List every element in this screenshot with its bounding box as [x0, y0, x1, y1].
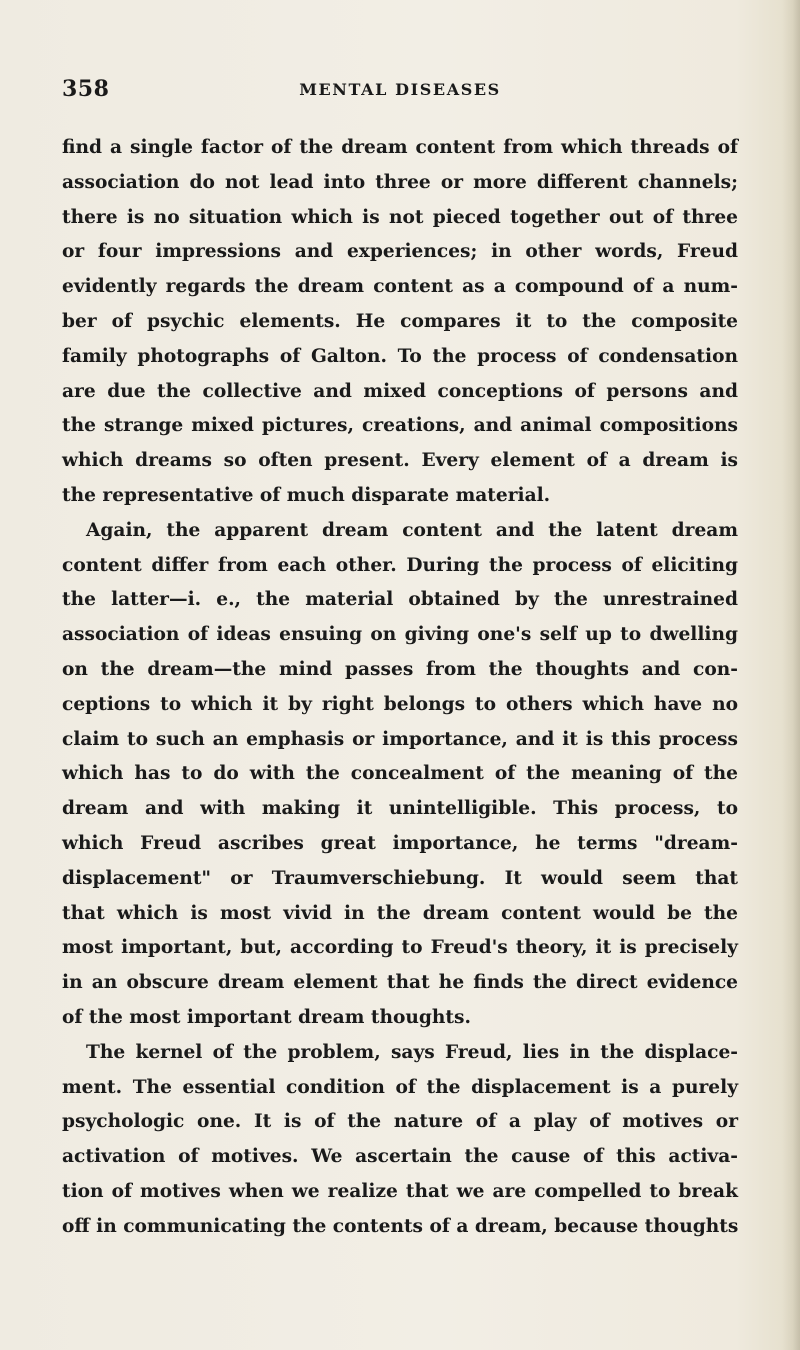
page-number: 358: [62, 76, 110, 102]
body-text: [62, 131, 738, 1245]
text-line: most important, but, according to Freud's theory, it is precisely: [62, 937, 738, 959]
text-line: displacement" or Traumverschiebung. It would seem that: [62, 867, 738, 889]
page-header: [62, 76, 738, 110]
text-line: that which is most vivid in the dream content would be the: [62, 902, 738, 924]
text-line: tion of motives when we realize that we are compelled to break: [62, 1180, 738, 1202]
text-line: The kernel of the problem, says Freud, lies in the displace-: [86, 1041, 738, 1063]
running-head: MENTAL DISEASES: [299, 80, 501, 99]
text-line: find a single factor of the dream content from which threads of: [62, 137, 738, 158]
text-line: or four impressions and experiences; in other words, Freud: [62, 241, 738, 263]
text-line: dream and with making it unintelligible. This process, to: [62, 798, 738, 820]
page-edge-shadow: [782, 0, 800, 1350]
text-line: psychologic one. It is of the nature of a play of motives or: [62, 1111, 738, 1133]
text-line: which has to do with the concealment of the meaning of the: [62, 763, 738, 785]
text-line: activation of motives. We ascertain the cause of this activa-: [62, 1146, 738, 1168]
text-line: which Freud ascribes great importance, he terms "dream-: [62, 832, 738, 854]
text-line: ceptions to which it by right belongs to others which have no: [62, 693, 738, 715]
text-line: evidently regards the dream content as a compound of a num-: [62, 276, 738, 298]
text-line: ber of psychic elements. He compares it to the composite: [62, 310, 738, 332]
text-line: which dreams so often present. Every element of a dream is: [62, 450, 738, 472]
text-line: the latter—i. e., the material obtained by the unrestrained: [62, 589, 738, 611]
text-line: the strange mixed pictures, creations, and animal compositions: [62, 415, 738, 437]
text-line: the representative of much disparate material.: [62, 484, 551, 506]
text-line: on the dream—the mind passes from the thoughts and con-: [62, 658, 738, 680]
text-line: Again, the apparent dream content and the latent dream: [86, 519, 738, 541]
text-line: ment. The essential condition of the displacement is a purely: [62, 1076, 738, 1098]
text-line: are due the collective and mixed conceptions of persons and: [62, 380, 738, 402]
text-line: claim to such an emphasis or importance, and it is this process: [62, 728, 738, 750]
text-line: in an obscure dream element that he finds the direct evidence: [62, 972, 738, 994]
text-line: family photographs of Galton. To the process of condensation: [62, 345, 738, 367]
text-line: content differ from each other. During the process of eliciting: [62, 554, 738, 576]
text-line: association do not lead into three or more different channels;: [62, 171, 738, 193]
text-line: association of ideas ensuing on giving one's self up to dwelling: [62, 624, 738, 646]
text-line: off in communicating the contents of a dream, because thoughts: [62, 1215, 739, 1237]
text-line: of the most important dream thoughts.: [62, 1006, 471, 1028]
text-line: there is no situation which is not pieced together out of three: [62, 206, 738, 228]
